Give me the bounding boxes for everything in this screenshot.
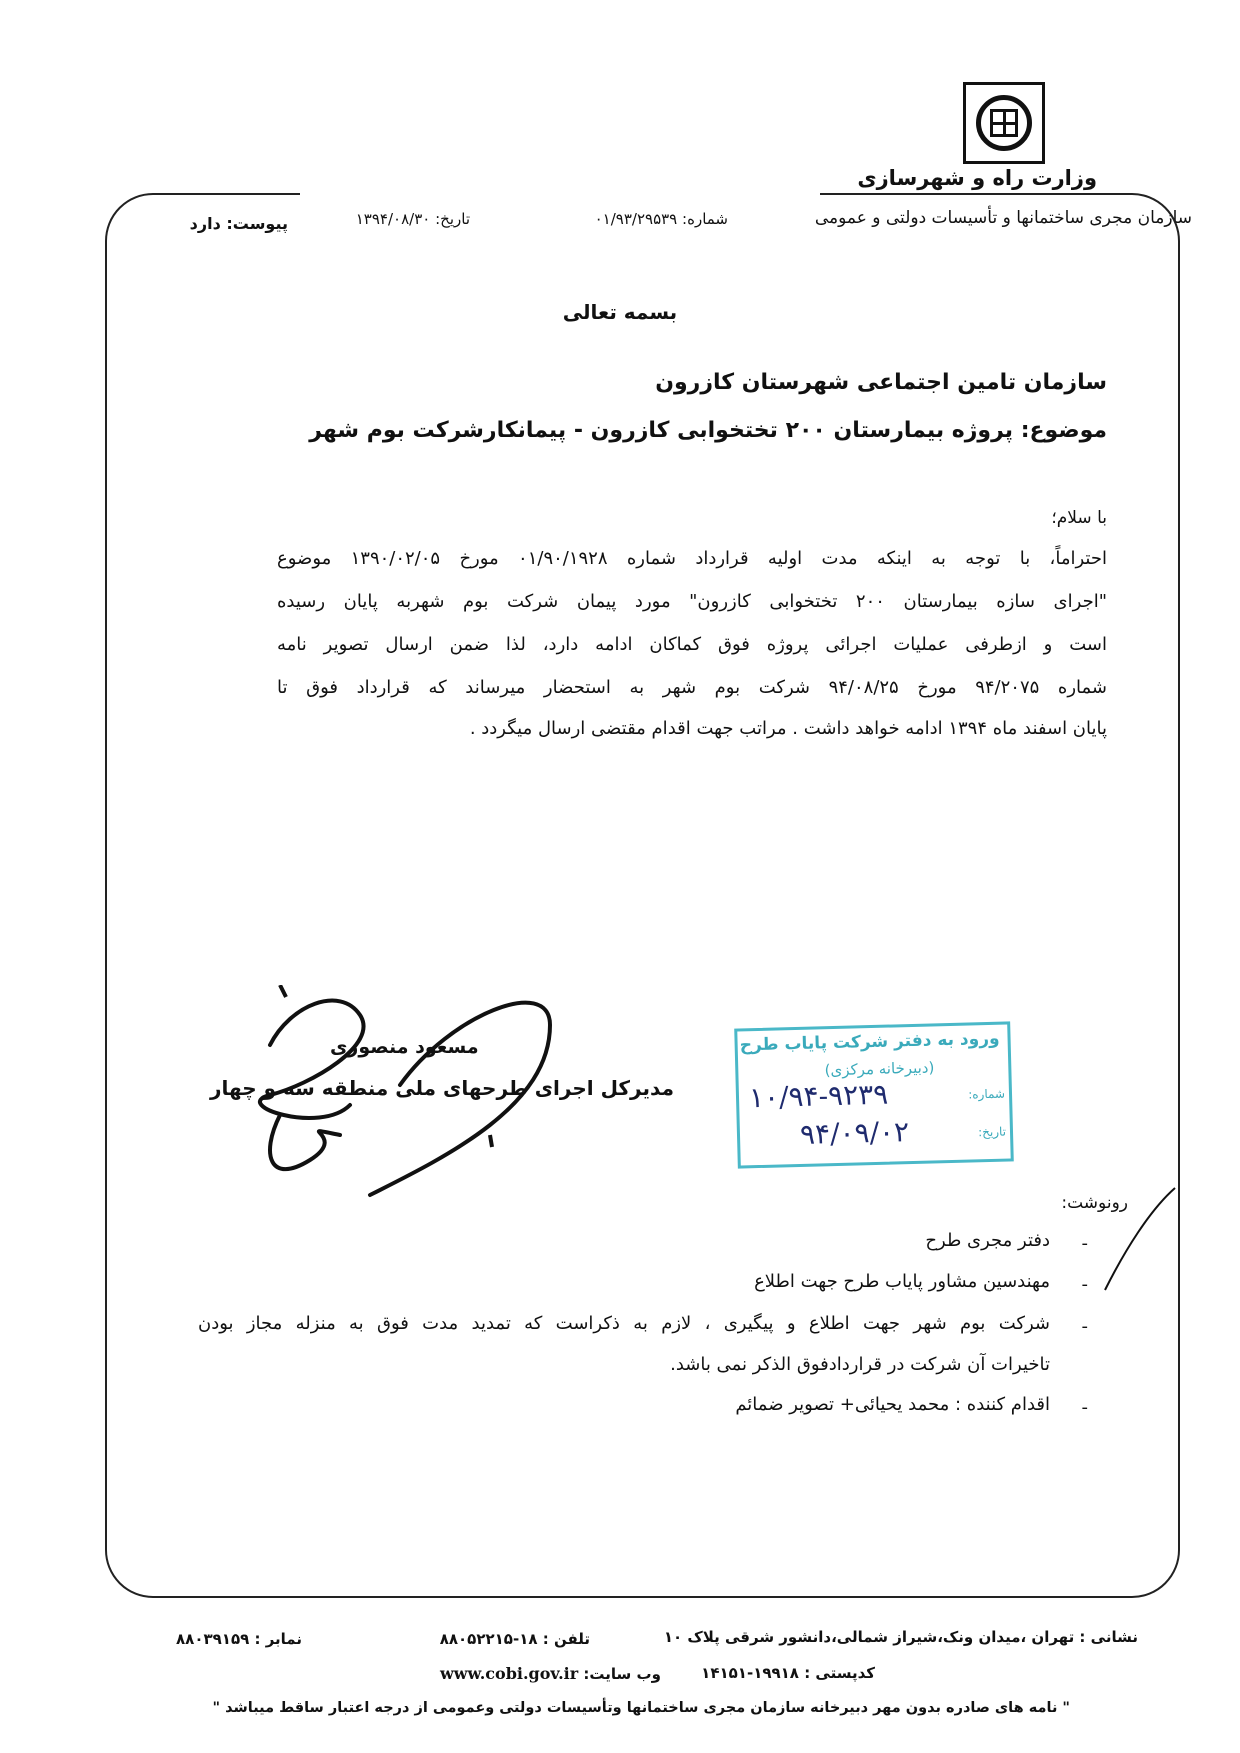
date-value: ۱۳۹۴/۰۸/۳۰ — [355, 210, 431, 228]
letter-frame — [105, 193, 1180, 1598]
attachment-status: پیوست: دارد — [189, 214, 288, 233]
footer-website-row — [440, 1664, 661, 1683]
cc-item: دفتر مجری طرح — [925, 1230, 1050, 1251]
cc-title: رونوشت: — [1061, 1193, 1128, 1213]
greeting: با سلام؛ — [1051, 508, 1107, 528]
signature-scribble-icon — [250, 985, 630, 1215]
date-label: تاریخ: — [435, 210, 470, 228]
cc-dash: - — [1081, 1397, 1088, 1418]
body-line: "اجرای سازه بیمارستان ۲۰۰ تختخوابی کازرون" مورد پیمان شرکت بوم شهربه پایان رسیده — [277, 591, 1107, 612]
body-line: احتراماً، با توجه به اینکه مدت اولیه قرارداد شماره ۰۱/۹۰/۱۹۲۸ مورخ ۱۳۹۰/۰۲/۰۵ موضوع — [277, 548, 1107, 569]
signer-title: مدیرکل اجرای طرحهای ملی منطقه سه و چهار — [210, 1076, 674, 1100]
recipient: سازمان تامین اجتماعی شهرستان کازرون — [655, 370, 1107, 395]
cc-dash: - — [1081, 1233, 1088, 1254]
ministry-name: وزارت راه و شهرسازی — [857, 166, 1097, 190]
footer-notice: " نامه های صادره بدون مهر دبیرخانه سازمان مجری ساختمانها وتأسیسات دولتی وعمومی از درجه اعتبار ساقط میباشد " — [212, 1700, 1070, 1716]
cc-dash: - — [1081, 1316, 1088, 1337]
bismillah: بسمه تعالی — [562, 300, 678, 324]
stamp-line-2: (دبیرخانه مرکزی) — [824, 1058, 935, 1080]
stamp-number-label: شماره: — [968, 1086, 1006, 1102]
ministry-logo — [963, 82, 1045, 164]
stamp-number-value: ۱۰/۹۴-۹۲۳۹ — [748, 1077, 889, 1115]
organization-name: سازمان مجری ساختمانها و تأسیسات دولتی و عمومی — [814, 208, 1192, 228]
cc-item: مهندسین مشاور پایاب طرح جهت اطلاع — [754, 1271, 1050, 1292]
signer-name: مسعود منصوری — [330, 1036, 479, 1058]
stamp-line-1: ورود به دفتر شرکت پایاب طرح — [739, 1028, 1000, 1056]
cc-dash: - — [1081, 1274, 1088, 1295]
number-label: شماره: — [682, 210, 728, 228]
margin-stroke-icon — [1100, 1180, 1180, 1300]
subject: موضوع: پروژه بیمارستان ۲۰۰ تختخوابی کازرون - پیمانکارشرکت بوم شهر — [309, 418, 1107, 443]
footer-address: نشانی : تهران ،میدان ونک،شیراز شمالی،دانشور شرقی پلاک ۱۰ — [663, 1628, 1138, 1646]
body-line: پایان اسفند ماه ۱۳۹۴ ادامه خواهد داشت . مراتب جهت اقدام مقتضی ارسال میگردد . — [469, 718, 1107, 739]
footer-phone: تلفن : ۱۸-۸۸۰۵۲۲۱۵ — [439, 1630, 590, 1648]
cc-item: اقدام کننده : محمد یحیائی+ تصویر ضمائم — [735, 1394, 1050, 1415]
stamp-date-value: ۹۴/۰۹/۰۲ — [799, 1115, 910, 1151]
body-line: است و ازطرفی عملیات اجرائی پروژه فوق کماکان ادامه دارد، لذا ضمن ارسال تصویر نامه — [277, 634, 1107, 655]
footer-postal: کدپستی : ۱۹۹۱۸-۱۴۱۵۱ — [701, 1664, 875, 1682]
website-link[interactable]: www.cobi.gov.ir — [440, 1664, 579, 1683]
number-value: ۰۱/۹۳/۲۹۵۳۹ — [594, 210, 678, 228]
stamp-date-label: تاریخ: — [977, 1124, 1007, 1140]
footer-fax: نمابر : ۸۸۰۳۹۱۵۹ — [176, 1630, 302, 1648]
website-label: وب سایت: — [583, 1665, 661, 1683]
incoming-stamp — [734, 1021, 1014, 1168]
cc-item: تاخیرات آن شرکت در قراردادفوق الذکر نمی باشد. — [670, 1354, 1050, 1375]
body-line: شماره ۹۴/۲۰۷۵ مورخ ۹۴/۰۸/۲۵ شرکت بوم شهر به استحضار میرساند که قرارداد فوق تا — [277, 677, 1107, 698]
frame-gap — [300, 188, 820, 198]
cc-item: شرکت بوم شهر جهت اطلاع و پیگیری ، لازم به ذکراست که تمدید مدت فوق به منزله مجاز بودن — [198, 1313, 1050, 1334]
